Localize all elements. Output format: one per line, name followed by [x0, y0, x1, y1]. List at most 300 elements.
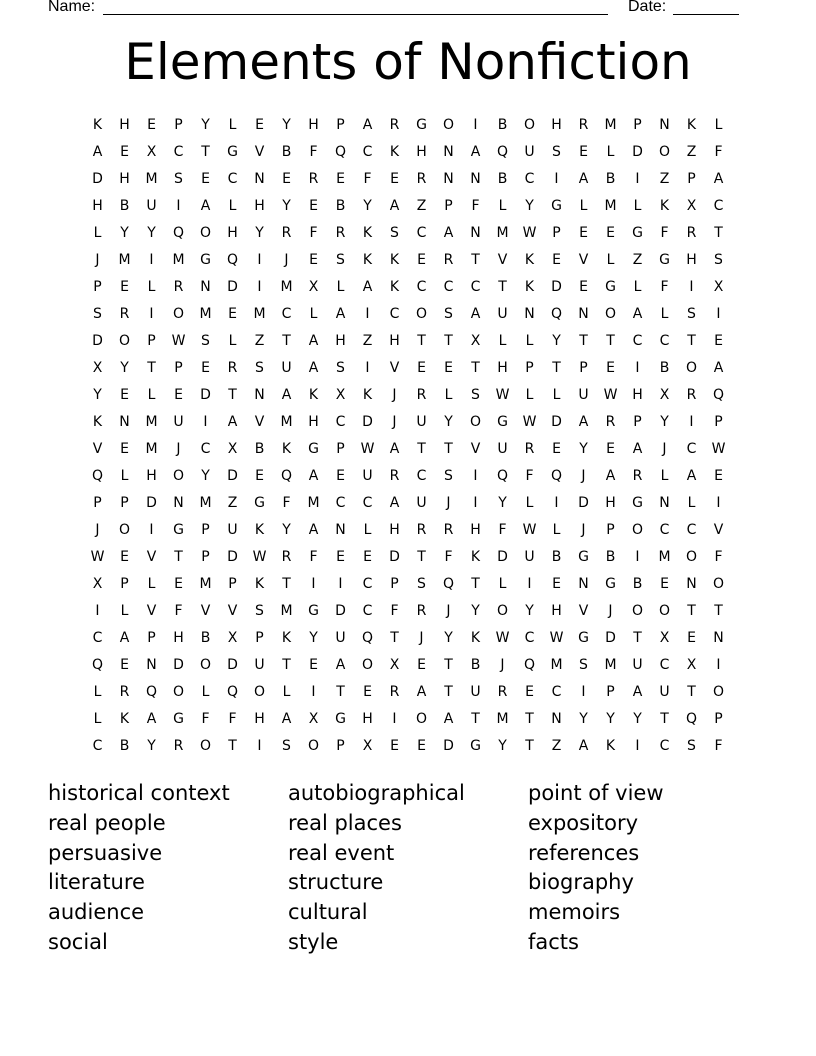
grid-letter: R — [119, 306, 130, 322]
grid-letter: H — [497, 360, 508, 376]
grid-letter: V — [146, 603, 157, 619]
grid-letter: Q — [172, 225, 185, 241]
grid-letter: U — [578, 387, 589, 403]
grid-letter: N — [146, 657, 157, 673]
grid-letter: F — [660, 279, 669, 295]
grid-letter: R — [524, 441, 535, 457]
grid-letter: V — [254, 414, 265, 430]
grid-letter: P — [714, 414, 723, 430]
grid-letter: O — [685, 360, 698, 376]
grid-letter: V — [254, 144, 265, 160]
grid-letter: Y — [498, 495, 507, 511]
grid-letter: K — [470, 630, 481, 646]
grid-letter: T — [228, 387, 237, 403]
grid-letter: A — [470, 306, 481, 322]
word-list — [48, 779, 768, 958]
grid-letter: Q — [280, 468, 293, 484]
grid-letter: U — [632, 657, 643, 673]
grid-letter: L — [120, 603, 129, 619]
grid-letter: E — [282, 171, 291, 187]
grid-letter: V — [146, 549, 157, 565]
grid-letter: D — [578, 495, 589, 511]
word-list-item: cultural — [288, 900, 368, 925]
grid-letter: I — [581, 684, 586, 700]
grid-letter: D — [362, 414, 373, 430]
grid-letter: R — [443, 522, 454, 538]
grid-letter: L — [93, 684, 102, 700]
grid-letter: K — [524, 252, 535, 268]
grid-letter: D — [227, 468, 238, 484]
grid-letter: X — [308, 711, 319, 727]
grid-letter: T — [471, 360, 480, 376]
grid-letter: H — [308, 414, 319, 430]
grid-letter: B — [200, 630, 211, 646]
grid-letter: K — [389, 144, 400, 160]
grid-letter: S — [255, 360, 264, 376]
grid-letter: H — [605, 495, 616, 511]
grid-letter: P — [525, 360, 534, 376]
grid-letter: A — [335, 657, 346, 673]
grid-letter: A — [389, 441, 400, 457]
grid-letter: J — [500, 657, 505, 673]
grid-letter: I — [149, 252, 154, 268]
grid-row — [84, 680, 732, 707]
grid-letter: N — [200, 279, 211, 295]
grid-letter: D — [146, 495, 157, 511]
grid-letter: N — [335, 522, 346, 538]
grid-letter: R — [686, 387, 697, 403]
grid-letter: A — [200, 198, 211, 214]
word-list-item: point of view — [528, 781, 664, 805]
grid-letter: M — [145, 171, 158, 187]
grid-letter: T — [282, 576, 291, 592]
grid-letter: N — [119, 414, 130, 430]
grid-letter: L — [498, 333, 507, 349]
grid-letter: T — [417, 549, 426, 565]
grid-letter: M — [496, 711, 509, 727]
grid-letter: G — [227, 144, 238, 160]
grid-letter: Y — [309, 630, 318, 646]
grid-letter: S — [282, 738, 291, 754]
grid-letter: P — [444, 198, 453, 214]
grid-row — [84, 302, 732, 329]
grid-letter: P — [228, 576, 237, 592]
grid-letter: L — [525, 333, 534, 349]
grid-letter: O — [307, 738, 320, 754]
grid-letter: Y — [120, 360, 129, 376]
grid-letter: T — [633, 630, 642, 646]
grid-letter: L — [579, 198, 588, 214]
grid-letter: B — [254, 441, 265, 457]
grid-letter: T — [714, 225, 723, 241]
grid-letter: D — [389, 549, 400, 565]
grid-letter: S — [174, 171, 183, 187]
grid-row — [84, 383, 732, 410]
date-blank-line — [673, 14, 739, 15]
grid-letter: A — [632, 306, 643, 322]
grid-letter: R — [335, 225, 346, 241]
grid-letter: Y — [633, 711, 642, 727]
grid-letter: P — [606, 684, 615, 700]
grid-letter: L — [633, 198, 642, 214]
grid-letter: O — [199, 225, 212, 241]
grid-letter: R — [281, 225, 292, 241]
grid-letter: L — [606, 252, 615, 268]
grid-letter: S — [390, 225, 399, 241]
grid-letter: W — [90, 549, 105, 565]
grid-letter: Y — [147, 738, 156, 754]
grid-letter: C — [659, 333, 670, 349]
grid-letter: N — [578, 576, 589, 592]
grid-letter: A — [362, 279, 373, 295]
name-label: Name: — [48, 0, 96, 15]
grid-letter: U — [281, 360, 292, 376]
grid-letter: L — [309, 306, 318, 322]
grid-letter: M — [307, 495, 320, 511]
grid-letter: I — [365, 306, 370, 322]
grid-letter: P — [120, 576, 129, 592]
grid-letter: T — [336, 684, 345, 700]
grid-letter: F — [309, 225, 318, 241]
grid-letter: T — [201, 144, 210, 160]
grid-letter: U — [497, 441, 508, 457]
grid-letter: J — [284, 252, 289, 268]
grid-letter: S — [336, 360, 345, 376]
grid-letter: P — [336, 441, 345, 457]
grid-letter: A — [308, 522, 319, 538]
grid-letter: C — [281, 306, 292, 322]
word-list-item: historical context — [48, 781, 230, 805]
grid-letter: A — [605, 468, 616, 484]
grid-letter: Y — [363, 198, 372, 214]
grid-letter: S — [444, 468, 453, 484]
grid-letter: T — [714, 603, 723, 619]
grid-letter: C — [686, 522, 697, 538]
grid-letter: Q — [226, 684, 239, 700]
grid-letter: K — [470, 549, 481, 565]
grid-letter: T — [471, 711, 480, 727]
grid-letter: I — [257, 252, 262, 268]
grid-letter: X — [686, 198, 697, 214]
grid-letter: G — [470, 738, 481, 754]
grid-row — [84, 194, 732, 221]
grid-letter: I — [257, 279, 262, 295]
grid-letter: D — [92, 333, 103, 349]
grid-letter: B — [335, 198, 346, 214]
grid-letter: A — [470, 144, 481, 160]
name-blank-line — [103, 14, 608, 15]
grid-letter: F — [444, 549, 453, 565]
grid-letter: E — [336, 549, 345, 565]
grid-letter: E — [147, 117, 156, 133]
grid-row — [84, 572, 732, 599]
grid-letter: W — [495, 630, 510, 646]
grid-letter: K — [524, 279, 535, 295]
grid-letter: O — [172, 468, 185, 484]
grid-letter: M — [172, 252, 185, 268]
grid-letter: E — [255, 117, 264, 133]
grid-letter: A — [713, 360, 724, 376]
grid-letter: L — [120, 468, 129, 484]
word-list-item: facts — [528, 929, 579, 954]
word-list-item: references — [528, 840, 640, 865]
word-list-item: real people — [48, 810, 166, 835]
grid-letter: N — [686, 576, 697, 592]
grid-letter: Y — [444, 630, 453, 646]
grid-letter: Y — [525, 603, 534, 619]
grid-letter: I — [311, 684, 316, 700]
grid-letter: F — [714, 738, 723, 754]
grid-letter: W — [171, 333, 186, 349]
grid-letter: N — [659, 495, 670, 511]
grid-letter: Q — [226, 252, 239, 268]
grid-letter: R — [281, 549, 292, 565]
grid-letter: O — [118, 333, 131, 349]
grid-letter: I — [149, 522, 154, 538]
grid-letter: Y — [282, 522, 291, 538]
grid-letter: A — [713, 171, 724, 187]
grid-letter: C — [470, 279, 481, 295]
grid-letter: E — [417, 252, 426, 268]
grid-letter: Q — [685, 711, 698, 727]
grid-letter: E — [120, 441, 129, 457]
grid-letter: U — [227, 522, 238, 538]
grid-letter: L — [228, 198, 237, 214]
grid-letter: T — [444, 657, 453, 673]
grid-letter: D — [443, 738, 454, 754]
word-list-item: real event — [288, 840, 395, 865]
grid-row — [84, 140, 732, 167]
grid-letter: W — [522, 225, 537, 241]
grid-letter: G — [416, 117, 427, 133]
grid-letter: S — [93, 306, 102, 322]
grid-letter: H — [146, 468, 157, 484]
grid-letter: J — [446, 495, 451, 511]
grid-letter: G — [308, 603, 319, 619]
grid-letter: C — [362, 576, 373, 592]
grid-letter: C — [173, 144, 184, 160]
grid-letter: Z — [416, 198, 427, 214]
grid-letter: I — [716, 306, 721, 322]
grid-letter: A — [308, 333, 319, 349]
grid-letter: E — [336, 171, 345, 187]
grid-letter: T — [579, 333, 588, 349]
grid-letter: W — [252, 549, 267, 565]
grid-letter: C — [416, 468, 427, 484]
grid-letter: B — [119, 198, 130, 214]
grid-letter: A — [443, 225, 454, 241]
grid-letter: O — [604, 306, 617, 322]
grid-letter: B — [497, 171, 508, 187]
grid-letter: E — [606, 225, 615, 241]
grid-letter: S — [201, 333, 210, 349]
grid-letter: D — [605, 630, 616, 646]
grid-letter: I — [716, 657, 721, 673]
grid-letter: E — [417, 657, 426, 673]
grid-letter: Y — [282, 198, 291, 214]
grid-letter: X — [146, 144, 157, 160]
grid-letter: C — [362, 603, 373, 619]
grid-letter: O — [631, 603, 644, 619]
word-list-item: structure — [288, 870, 384, 895]
grid-letter: G — [659, 252, 670, 268]
grid-letter: L — [147, 576, 156, 592]
grid-letter: X — [227, 630, 238, 646]
grid-row — [84, 356, 732, 383]
grid-letter: Y — [201, 468, 210, 484]
grid-letter: G — [632, 225, 643, 241]
grid-letter: P — [174, 117, 183, 133]
grid-letter: R — [416, 387, 427, 403]
grid-letter: L — [552, 387, 561, 403]
grid-letter: D — [173, 657, 184, 673]
grid-letter: W — [495, 387, 510, 403]
grid-letter: Y — [147, 225, 156, 241]
grid-letter: B — [497, 117, 508, 133]
grid-letter: B — [281, 144, 292, 160]
grid-letter: P — [606, 522, 615, 538]
grid-letter: J — [581, 468, 586, 484]
grid-letter: E — [120, 144, 129, 160]
grid-letter: Q — [145, 684, 158, 700]
grid-letter: D — [227, 279, 238, 295]
grid-letter: W — [711, 441, 726, 457]
grid-letter: V — [578, 603, 589, 619]
grid-letter: E — [363, 549, 372, 565]
grid-letter: S — [336, 252, 345, 268]
grid-row — [84, 545, 732, 572]
grid-letter: E — [714, 333, 723, 349]
grid-letter: E — [309, 657, 318, 673]
grid-letter: R — [416, 522, 427, 538]
grid-row — [84, 599, 732, 626]
grid-letter: O — [199, 738, 212, 754]
grid-letter: V — [227, 603, 238, 619]
grid-letter: C — [443, 279, 454, 295]
grid-letter: E — [120, 657, 129, 673]
grid-letter: W — [522, 522, 537, 538]
grid-letter: M — [280, 603, 293, 619]
grid-letter: E — [552, 252, 561, 268]
grid-letter: N — [659, 117, 670, 133]
grid-letter: Z — [551, 738, 562, 754]
grid-letter: Q — [712, 387, 725, 403]
grid-letter: U — [173, 414, 184, 430]
grid-letter: A — [119, 630, 130, 646]
grid-letter: E — [363, 684, 372, 700]
grid-letter: G — [551, 198, 562, 214]
grid-letter: T — [552, 360, 561, 376]
grid-letter: E — [417, 738, 426, 754]
grid-letter: B — [119, 738, 130, 754]
grid-letter: E — [390, 171, 399, 187]
grid-letter: L — [201, 684, 210, 700]
grid-letter: Y — [282, 117, 291, 133]
grid-letter: H — [308, 117, 319, 133]
grid-letter: H — [389, 522, 400, 538]
grid-letter: K — [389, 252, 400, 268]
grid-letter: O — [253, 684, 266, 700]
grid-row — [84, 329, 732, 356]
page-title: Elements of Nonfiction — [124, 33, 692, 91]
grid-letter: O — [712, 684, 725, 700]
grid-letter: E — [525, 684, 534, 700]
grid-letter: M — [199, 576, 212, 592]
grid-letter: C — [686, 441, 697, 457]
grid-letter: E — [714, 468, 723, 484]
grid-letter: Q — [334, 144, 347, 160]
grid-letter: C — [632, 333, 643, 349]
grid-letter: K — [281, 441, 292, 457]
grid-letter: O — [631, 522, 644, 538]
grid-letter: I — [554, 171, 559, 187]
grid-letter: S — [255, 603, 264, 619]
grid-letter: X — [659, 630, 670, 646]
grid-letter: M — [145, 441, 158, 457]
grid-row — [84, 626, 732, 653]
grid-letter: A — [578, 738, 589, 754]
grid-letter: B — [470, 657, 481, 673]
grid-letter: L — [336, 279, 345, 295]
grid-letter: V — [470, 441, 481, 457]
grid-letter: W — [522, 414, 537, 430]
grid-letter: B — [605, 549, 616, 565]
grid-letter: N — [578, 306, 589, 322]
grid-letter: S — [687, 306, 696, 322]
grid-letter: O — [469, 414, 482, 430]
grid-letter: K — [92, 414, 103, 430]
grid-letter: V — [92, 441, 103, 457]
grid-letter: M — [604, 198, 617, 214]
grid-letter: P — [147, 333, 156, 349]
grid-letter: L — [228, 117, 237, 133]
grid-letter: K — [254, 576, 265, 592]
grid-letter: R — [308, 171, 319, 187]
grid-letter: T — [525, 738, 534, 754]
grid-letter: E — [552, 441, 561, 457]
grid-row — [84, 167, 732, 194]
grid-letter: L — [606, 144, 615, 160]
grid-row — [84, 113, 732, 140]
grid-letter: P — [201, 549, 210, 565]
grid-letter: X — [389, 657, 400, 673]
grid-letter: R — [173, 279, 184, 295]
grid-letter: E — [444, 360, 453, 376]
grid-letter: F — [309, 144, 318, 160]
grid-letter: X — [659, 387, 670, 403]
grid-letter: A — [146, 711, 157, 727]
grid-letter: J — [95, 252, 100, 268]
grid-letter: P — [714, 711, 723, 727]
grid-row — [84, 491, 732, 518]
grid-letter: L — [525, 495, 534, 511]
grid-letter: O — [496, 603, 509, 619]
grid-letter: C — [416, 279, 427, 295]
grid-letter: G — [578, 549, 589, 565]
grid-letter: L — [660, 468, 669, 484]
word-list-item: literature — [48, 870, 145, 895]
grid-letter: E — [660, 576, 669, 592]
grid-letter: H — [470, 522, 481, 538]
grid-letter: T — [687, 333, 696, 349]
grid-row — [84, 653, 732, 680]
grid-letter: Y — [498, 738, 507, 754]
grid-letter: I — [95, 603, 100, 619]
word-list-item: style — [288, 929, 339, 954]
grid-letter: A — [335, 306, 346, 322]
grid-letter: R — [416, 603, 427, 619]
grid-letter: N — [443, 144, 454, 160]
